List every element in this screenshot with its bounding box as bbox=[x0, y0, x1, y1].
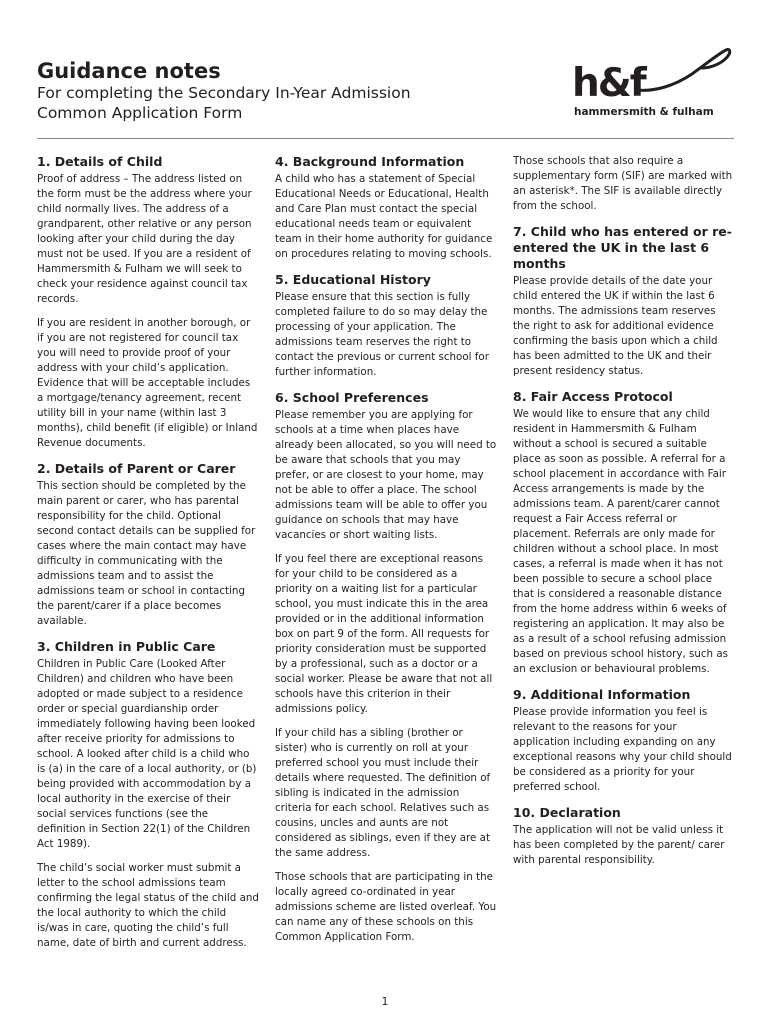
page-subtitle: For completing the Secondary In-Year Admission Common Application Form bbox=[37, 84, 411, 122]
section-heading: 8. Fair Access Protocol bbox=[513, 389, 673, 404]
section-paragraph: If your child has a sibling (brother or sister) who is currently on roll at your preferred school you must include their details where requested. The definition of sibling is indicated in the admission criteria for each school. Relatives such as cousins, uncles and aunts are not considered as siblings, even if they are at the same address. bbox=[275, 727, 491, 859]
column-2 bbox=[275, 154, 497, 955]
section-heading: 6. School Preferences bbox=[275, 390, 429, 405]
section-declaration bbox=[513, 805, 735, 868]
section-heading: 1. Details of Child bbox=[37, 154, 163, 169]
hf-logo bbox=[572, 46, 732, 126]
logo-mark: h&f bbox=[572, 61, 645, 106]
section-school-preferences bbox=[275, 390, 497, 945]
section-paragraph: Please remember you are applying for schools at a time when places have already been allocated, so you will need to be aware that schools that you may prefer, or are closest to your home, may not be able to offer a place. The school admissions team will be able to offer you guidance on schools that may have vacancies or short waiting lists. bbox=[275, 409, 497, 541]
section-paragraph: We would like to ensure that any child resident in Hammersmith & Fulham without a school is secured a suitable place as soon as possible. A referral for a school placement in accordance with Fair Access arrangements is made by the admissions team. A parent/carer cannot request a Fair Access referral or placement. Referrals are only made for children without a school place. In most cases, a referral is made when it has not been possible to secure a school place that is considered a reasonable distance from the home address within 6 weeks of registering an application. It may also be as a result of a school refusing admission based on previous school history, such as an exclusion or behavioural problems. bbox=[513, 408, 729, 675]
section-paragraph: This section should be completed by the main parent or carer, who has parental responsibility for the child. Optional second contact details can be supplied for cases where the main contact may have difficulty in communicating with the admissions team and to assist the admissions team or school in contacting the parent/carer if a place becomes available. bbox=[37, 480, 256, 627]
header-divider bbox=[37, 138, 734, 139]
section-paragraph: The application will not be valid unless it has been completed by the parent/ carer with parental responsibility. bbox=[513, 824, 725, 866]
section-paragraph: Please provide information you feel is relevant to the reasons for your application including expanding on any exceptional reasons why your child should be considered as a priority for your preferred school. bbox=[513, 706, 732, 793]
section-paragraph: The child’s social worker must submit a letter to the school admissions team confirming the legal status of the child and the local authority to which the child is/was in care, quoting the child’s full name, date of birth and current address. bbox=[37, 862, 259, 949]
section-paragraph: If you feel there are exceptional reasons for your child to be considered as a priority on a waiting list for a particular school, you must indicate this in the area provided or in the additional information box on part 9 of the form. All requests for priority consideration must be supported by a professional, such as a doctor or a social worker. Please be aware that not all schools have this criterion in their admissions policy. bbox=[275, 553, 493, 715]
logo-swoosh-icon bbox=[634, 46, 732, 96]
section-background-information bbox=[275, 154, 497, 262]
page-number: 1 bbox=[381, 995, 389, 1008]
section-details-of-parent bbox=[37, 461, 259, 629]
section-heading: 7. Child who has entered or re-entered the UK in the last 6 months bbox=[513, 224, 732, 271]
section-entered-uk bbox=[513, 224, 735, 379]
column-3 bbox=[513, 154, 735, 878]
section-paragraph: If you are resident in another borough, or if you are not registered for council tax you will need to provide proof of your address with your child’s application. Evidence that will be acceptable includes a mortgage/tenancy agreement, recent utility bill in your name (within last 3 months), child benefit (if eligible) or Inland Revenue documents. bbox=[37, 317, 258, 449]
section-children-in-public-care bbox=[37, 639, 259, 951]
section-heading: 2. Details of Parent or Carer bbox=[37, 461, 236, 476]
section-school-preferences-continued bbox=[513, 154, 735, 214]
section-paragraph: Those schools that are participating in the locally agreed co-ordinated in year admissions scheme are listed overleaf. You can name any of these schools on this Common Application Form. bbox=[275, 871, 497, 943]
section-paragraph: Please provide details of the date your child entered the UK if within the last 6 months. The admissions team reserves the right to ask for additional evidence confirming the basis upon which a child has been admitted to the UK and their present residency status. bbox=[513, 275, 718, 377]
section-heading: 4. Background Information bbox=[275, 154, 465, 169]
section-details-of-child bbox=[37, 154, 259, 451]
section-paragraph: Please ensure that this section is fully completed failure to do so may delay the processing of your application. The admissions team reserves the right to contact the previous or current school for further information. bbox=[275, 291, 489, 378]
section-paragraph: Those schools that also require a supplementary form (SIF) are marked with an asterisk*. The SIF is available directly from the school. bbox=[513, 155, 733, 212]
section-additional-information bbox=[513, 687, 735, 795]
section-heading: 9. Additional Information bbox=[513, 687, 691, 702]
column-1 bbox=[37, 154, 259, 961]
section-fair-access-protocol bbox=[513, 389, 735, 677]
section-paragraph: Children in Public Care (Looked After Children) and children who have been adopted or made subject to a residence order or special guardianship order immediately following having been looked after receive priority for admissions to school. A looked after child is a child who is (a) in the care of a local authority, or (b) being provided with accommodation by a local authority in the exercise of their social services functions (see the definition in Section 22(1) of the Children Act 1989). bbox=[37, 658, 257, 850]
section-paragraph: A child who has a statement of Special Educational Needs or Educational, Health and Care Plan must contact the special educational needs team or equivalent team in their home authority for guidance on procedures relating to moving schools. bbox=[275, 173, 493, 260]
page-title: Guidance notes bbox=[37, 59, 221, 83]
section-educational-history bbox=[275, 272, 497, 380]
section-heading: 5. Educational History bbox=[275, 272, 431, 287]
section-heading: 10. Declaration bbox=[513, 805, 621, 820]
section-paragraph: Proof of address – The address listed on the form must be the address where your child normally lives. The address of a grandparent, other relative or any person looking after your child during the day must not be used. If you are a resident of Hammersmith & Fulham we will seek to check your residence against council tax records. bbox=[37, 173, 252, 305]
logo-text: hammersmith & fulham bbox=[574, 106, 714, 118]
section-heading: 3. Children in Public Care bbox=[37, 639, 216, 654]
